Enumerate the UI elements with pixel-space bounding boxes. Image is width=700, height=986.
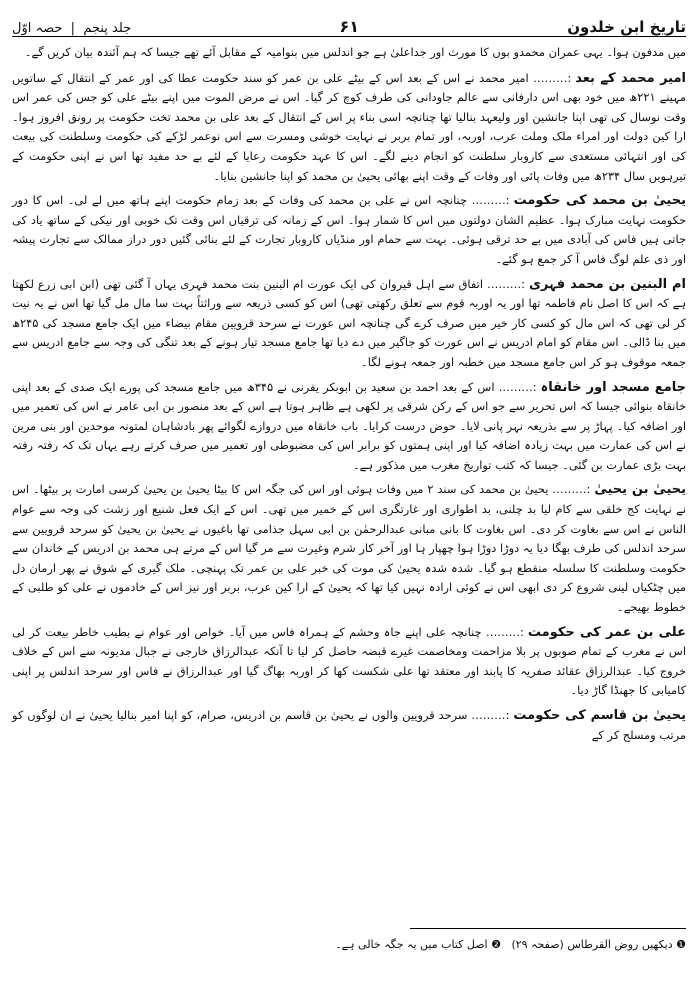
footnote-marker: ❶ [676,938,686,951]
footnotes [14,936,686,954]
footnote-1: دیکھیں روض القرطاس (صفحہ ۲۹) [511,938,673,951]
section-heading: امیر محمد کے بعد [575,70,686,86]
paragraph-yahya-bin-yahya: یحییٰ بن یحییٰ:……… یحییٰ بن محمد کی سند ۲ میں وفات ہوئی اور اس کی جگہ اس کا بیٹا یحییٰ بن یحییٰ کرسی امارت پر بیٹھا۔ اس نے نہایت کج خلقی سے کام لیا بد چلنی، بد اطواری اور غارتگری اس کے خمیر میں تھی۔ اس کے ایک فعل شنیع اور زشت کی وجہ سے عوام الناس نے اس سے بغاوت کر دی۔ اس بغاوت کا بانی مبانی عبدالرحمٰن بن ابی سہل جذامی تھا باغیوں نے یحییٰ بن یحییٰ کو سرحد قرویین سے سرحد اندلس کی طرف بھگا دیا یہ دوڑا دوڑا ہوا چھپار ہا اور آخر کار شرم وغیرت سے مر گیا اس کے مرتے ہی محمد بن ادریس کے خاندان سے حکومت وسلطنت کا سلسلہ منقطع ہو گیا۔ شدہ شدہ یحییٰ کی موت کی خبر علی بن عمر تک پہنچی۔ ملک گیری کے شوق نے پھر ارمان دل میں چٹکیاں لینی شروع کر دی ابھی اس نے کوئی ارادہ نہیں کیا تھا کہ یحییٰ کے ارا کین عرب، بربر اور نیز اس کے خادموں نے علی کو طلبی کے خطوط بھیجے۔ [12,482,686,615]
paragraph-text: اس کے بعد احمد بن سعید بن ابوبکر یفرنی نے ۳۴۵ھ میں جامع مسجد کی پورے ایک صدی کے بعد اپنی خانقاہ بنوائی جیسا کہ اس تحریر سے جو اس کے رکن شرقی پر لکھی ہے ظاہر ہوتا ہے اس کے بعد منصور بن ابی عامر نے اس کی تعمیر میں اور اضافہ کیا۔ پہاڑ پر سے بذریعہ نہر پانی لایا۔ حوض درست کرایا۔ باب خانقاہ میں دروازے لگوائے پھر بادشاہان لمتونہ موحدین اور بنی مرین نے اس کی عمارت میں بہت زیادہ اضافہ کیا اور اپنی ہمتوں کو برابر اس کی مضبوطی اور تعمیر میں صرف کرتے رہے یہاں تک کہ رفتہ رفتہ بہت بڑی عمارت بن گئی۔ جیسا کہ کتب تواریخ مغرب میں مذکور ہے۔ [12,379,686,472]
page-header [12,8,686,37]
section-heading: ام البنین بن محمد فہری [529,276,686,292]
page-number: ۶۱ [339,17,359,36]
section-heading: یحییٰ بن یحییٰ [594,482,686,498]
paragraph-amir-muhammad: امیر محمد کے بعد:……… امیر محمد نے اس کے بعد اس کے بیٹے علی بن عمر کو سند حکومت عطا کی اور عمر کے انتقال کے ساتویں مہینے ۲۲۱ھ میں خود بھی اس دارفانی سے عالم جاودانی کی طرف کوچ کر گیا۔ اس نے مرض الموت میں اپنے بیٹے علی کو جس کی عمر اس وقت نوسال کی تھی اپنا جانشین اور ولیعہد بنالیا تھا چنانچہ اسی بناء پر اس کے انتقال کے بعد علی بن محمد تخت حکومت پر رونق افروز ہوا۔ ارا کین دولت اور امراء ملک وملت عرب، اوربہ، اور تمام بربر نے نہایت خوشی ومسرت سے اس نوعمر لڑکے کی حکومت وسلطنت کی بیعت کی اور انتہائی مستعدی سے کاروبار سلطنت کو انجام دینے لگے۔ اس کا عہد حکومت رعایا کے لئے بے حد مفید تھا اس نے اپنی حکومت کے تیرہویں سال ۲۳۴ھ میں وفات پائی اور وفات کے وقت اپنے بھائی یحییٰ بن محمد کو اپنا جانشین بنایا۔ [12,70,686,183]
paragraph-text: اتفاق سے اہل قیروان کی ایک عورت ام البنین بنت محمد فہری یہاں آ گئی تھی (ابن ابی زرع لکھتا ہے کہ اس کا اصل نام فاطمہ تھا اور یہ اوربہ قوم سے تعلق رکھتی تھی) اس کو کسی ذریعہ سے وراثتاً بہت سا مال مل گیا تھا اس نے یہ نیت کر لی تھی کہ اس مال کو کسی کار خیر میں صرف کرے گی چنانچہ اس عورت نے سرحد قرویین مقام بیضاء میں ایک جامع مسجد کی ۲۴۵ھ میں بنا ڈالی۔ اس مقام کو امام ادریس نے اس عورت کو جاگیر میں دے دیا تھا جامع مسجد تیار ہونے کے بعد تنگی کی وجہ سے جامع ادریس سے جمعہ موقوف ہو کر اس جامع مسجد میں خطبہ اور جمعہ ہونے لگا۔ [12,276,686,369]
paragraph-ali-bin-umar: علی بن عمر کی حکومت:……… چنانچہ علی اپنے جاہ وحشم کے ہمراہ فاس میں آیا۔ خواص اور عوام نے بطیب خاطر بیعت کر لی اس نے مغرب کے تمام صوبوں پر بلا مزاحمت ومخاصمت غیرے قبضہ حاصل کر لیا تا آنکہ عبدالرزاق خارجی نے جبال مدیونہ سے اس کے خلاف خروج کیا۔ عبدالرزاق عقائد صفریہ کا پابند اور معتقد تھا علی شکست کھا کر اوربہ بھاگ گیا اور عبدالرزاق نے فاس اور سرحد اندلس پر اپنی کامیابی کا جھنڈا گاڑ دیا۔ [12,624,686,698]
volume-label: جلد پنجم [83,21,132,36]
footnote-2: اصل کتاب میں یہ جگہ خالی ہے۔ [335,938,488,951]
paragraph-yahya-bin-qasim: یحییٰ بن قاسم کی حکومت:……… سرحد قرویین والوں نے یحییٰ بن قاسم بن ادریس، صرام، کو اپنا امیر بنالیا یحییٰ نے ان لوگوں کو مرتب ومسلح کر کے [12,708,686,742]
book-title: تاریخ ابن خلدون [567,18,686,36]
page-body [12,43,686,745]
paragraph-text: میں مدفون ہوا۔ یہی عمران محمدو بوں کا مورث اور جداعلیٰ ہے جو اندلس میں بنوامیہ کے مقابل آئے تھے جیسا کہ ہم آئندہ بیان کریں گے۔ [24,45,686,59]
section-heading: یحییٰ بن قاسم کی حکومت [513,708,686,723]
paragraph-intro [12,43,686,63]
paragraph-text: چنانچہ اس نے علی بن محمد کی وفات کے بعد زمام حکومت اپنے ہاتھ میں لے لی۔ اس کا دور حکومت نہایت مبارک ہوا۔ عظیم الشان دولتوں میں اس کا شمار ہوا۔ اس کے زمانہ کی ترقیاں اس وقت تک خوبی اور نیکی کے ساتھ یاد کی جاتی ہیں فاس کی آبادی میں بے حد ترقی ہوئی۔ بہت سے حمام اور منڈیاں کاروبار تجارت کے لئے بنائی گئیں دور دراز ممالک سے تجارت پیشہ اور ذی علم لوگ فاس آ کر جمع ہو گئے۔ [12,193,686,266]
paragraph-jami-masjid: جامع مسجد اور خانقاہ:……… اس کے بعد احمد بن سعید بن ابوبکر یفرنی نے ۳۴۵ھ میں جامع مسجد کی پورے ایک صدی کے بعد اپنی خانقاہ بنوائی جیسا کہ اس تحریر سے جو اس کے رکن شرقی پر لکھی ہے ظاہر ہوتا ہے اس کے بعد منصور بن ابی عامر نے اس کی تعمیر میں اور اضافہ کیا۔ پہاڑ پر سے بذریعہ نہر پانی لایا۔ حوض درست کرایا۔ باب خانقاہ میں دروازے لگوائے پھر بادشاہان لمتونہ موحدین اور بنی مرین نے اس کی عمارت میں بہت زیادہ اضافہ کیا اور اپنی ہمتوں کو برابر اس کی مضبوطی اور تعمیر میں صرف کرتے رہے یہاں تک کہ رفتہ رفتہ بہت بڑی عمارت بن گئی۔ جیسا کہ کتب تواریخ مغرب میں مذکور ہے۔ [12,379,686,472]
paragraph-text: سرحد قرویین والوں نے یحییٰ بن قاسم بن ادریس، صرام، کو اپنا امیر بنالیا یحییٰ نے ان لوگوں کو مرتب ومسلح کر کے [12,708,686,742]
paragraph-text: چنانچہ علی اپنے جاہ وحشم کے ہمراہ فاس میں آیا۔ خواص اور عوام نے بطیب خاطر بیعت کر لی اس نے مغرب کے تمام صوبوں پر بلا مزاحمت ومخاصمت غیرے قبضہ حاصل کر لیا تا آنکہ عبدالرزاق خارجی نے جبال مدیونہ سے اس کے خلاف خروج کیا۔ عبدالرزاق عقائد صفریہ کا پابند اور معتقد تھا علی شکست کھا کر اوربہ بھاگ گیا اور عبدالرزاق نے فاس اور سرحد اندلس پر اپنی کامیابی کا جھنڈا گاڑ دیا۔ [12,624,686,698]
paragraph-text: یحییٰ بن محمد کی سند ۲ میں وفات ہوئی اور اس کی جگہ اس کا بیٹا یحییٰ بن یحییٰ کرسی امارت پر بیٹھا۔ اس نے نہایت کج خلقی سے کام لیا بد چلنی، بد اطواری اور غارتگری اس کے خمیر میں تھی۔ اس کے ایک فعل شنیع اور زشت کی وجہ سے عوام الناس نے اس سے بغاوت کر دی۔ اس بغاوت کا بانی مبانی عبدالرحمٰن بن ابی سہل جذامی تھا باغیوں نے یحییٰ بن یحییٰ کو سرحد قرویین سے سرحد اندلس کی طرف بھگا دیا یہ دوڑا دوڑا ہوا چھپار ہا اور آخر کار شرم وغیرت سے مر گیا اس کے مرتے ہی محمد بن ادریس کے خاندان سے حکومت وسلطنت کا سلسلہ منقطع ہو گیا۔ شدہ شدہ یحییٰ کی موت کی خبر علی بن عمر تک پہنچی۔ ملک گیری کے شوق نے پھر ارمان دل میں چٹکیاں لینی شروع کر دی ابھی اس نے کوئی ارادہ نہیں کیا تھا کہ یحییٰ کے ارا کین عرب، بربر اور نیز اس کے خادموں نے علی کو طلبی کے خطوط بھیجے۔ [12,482,686,615]
section-heading: علی بن عمر کی حکومت [527,624,686,640]
paragraph-yahya-bin-muhammad: یحییٰ بن محمد کی حکومت:……… چنانچہ اس نے علی بن محمد کی وفات کے بعد زمام حکومت اپنے ہاتھ میں لے لی۔ اس کا دور حکومت نہایت مبارک ہوا۔ عظیم الشان دولتوں میں اس کا شمار ہوا۔ اس کے زمانہ کی ترقیاں اس وقت تک خوبی اور نیکی کے ساتھ یاد کی جاتی ہیں فاس کی آبادی میں بے حد ترقی ہوئی۔ بہت سے حمام اور منڈیاں کاروبار تجارت کے لئے بنائی گئیں دور دراز ممالک سے تجارت پیشہ اور ذی علم لوگ فاس آ کر جمع ہو گئے۔ [12,193,686,266]
section-heading: یحییٰ بن محمد کی حکومت [513,193,686,209]
volume-info: جلد پنجم | حصہ اوّل [12,21,132,36]
footnote-divider [410,928,686,929]
paragraph-text: امیر محمد نے اس کے بعد اس کے بیٹے علی بن عمر کو سند حکومت عطا کی اور عمر کے انتقال کے ساتویں مہینے ۲۲۱ھ میں خود بھی اس دارفانی سے عالم جاودانی کی طرف کوچ کر گیا۔ اس نے مرض الموت میں اپنے بیٹے علی کو جس کی عمر اس وقت نوسال کی تھی اپنا جانشین اور ولیعہد بنالیا تھا چنانچہ اسی بناء پر اس کے انتقال کے بعد علی بن محمد تخت حکومت پر رونق افروز ہوا۔ ارا کین دولت اور امراء ملک وملت عرب، اوربہ، اور تمام بربر نے نہایت خوشی ومسرت سے اس نوعمر لڑکے کی حکومت وسلطنت کی بیعت کی اور انتہائی مستعدی سے کاروبار سلطنت کو انجام دینے لگے۔ اس کا عہد حکومت رعایا کے لئے بے حد مفید تھا اس نے اپنی حکومت کے تیرہویں سال ۲۳۴ھ میں وفات پائی اور وفات کے وقت اپنے بھائی یحییٰ بن محمد کو اپنا جانشین بنایا۔ [12,70,686,183]
footnote-marker: ❷ [491,938,501,951]
part-label: حصہ اوّل [12,21,63,36]
paragraph-umm-al-banin: ام البنین بن محمد فہری:……… اتفاق سے اہل قیروان کی ایک عورت ام البنین بنت محمد فہری یہاں آ گئی تھی (ابن ابی زرع لکھتا ہے کہ اس کا اصل نام فاطمہ تھا اور یہ اوربہ قوم سے تعلق رکھتی تھی) اس کو کسی ذریعہ سے وراثتاً بہت سا مال مل گیا تھا اس نے یہ نیت کر لی تھی کہ اس مال کو کسی کار خیر میں صرف کرے گی چنانچہ اس عورت نے سرحد قرویین مقام بیضاء میں ایک جامع مسجد کی ۲۴۵ھ میں بنا ڈالی۔ اس مقام کو امام ادریس نے اس عورت کو جاگیر میں دے دیا تھا جامع مسجد تیار ہونے کے بعد تنگی کی وجہ سے جامع ادریس سے جمعہ موقوف ہو کر اس جامع مسجد میں خطبہ اور جمعہ ہونے لگا۔ [12,276,686,369]
section-heading: جامع مسجد اور خانقاہ [540,379,686,395]
